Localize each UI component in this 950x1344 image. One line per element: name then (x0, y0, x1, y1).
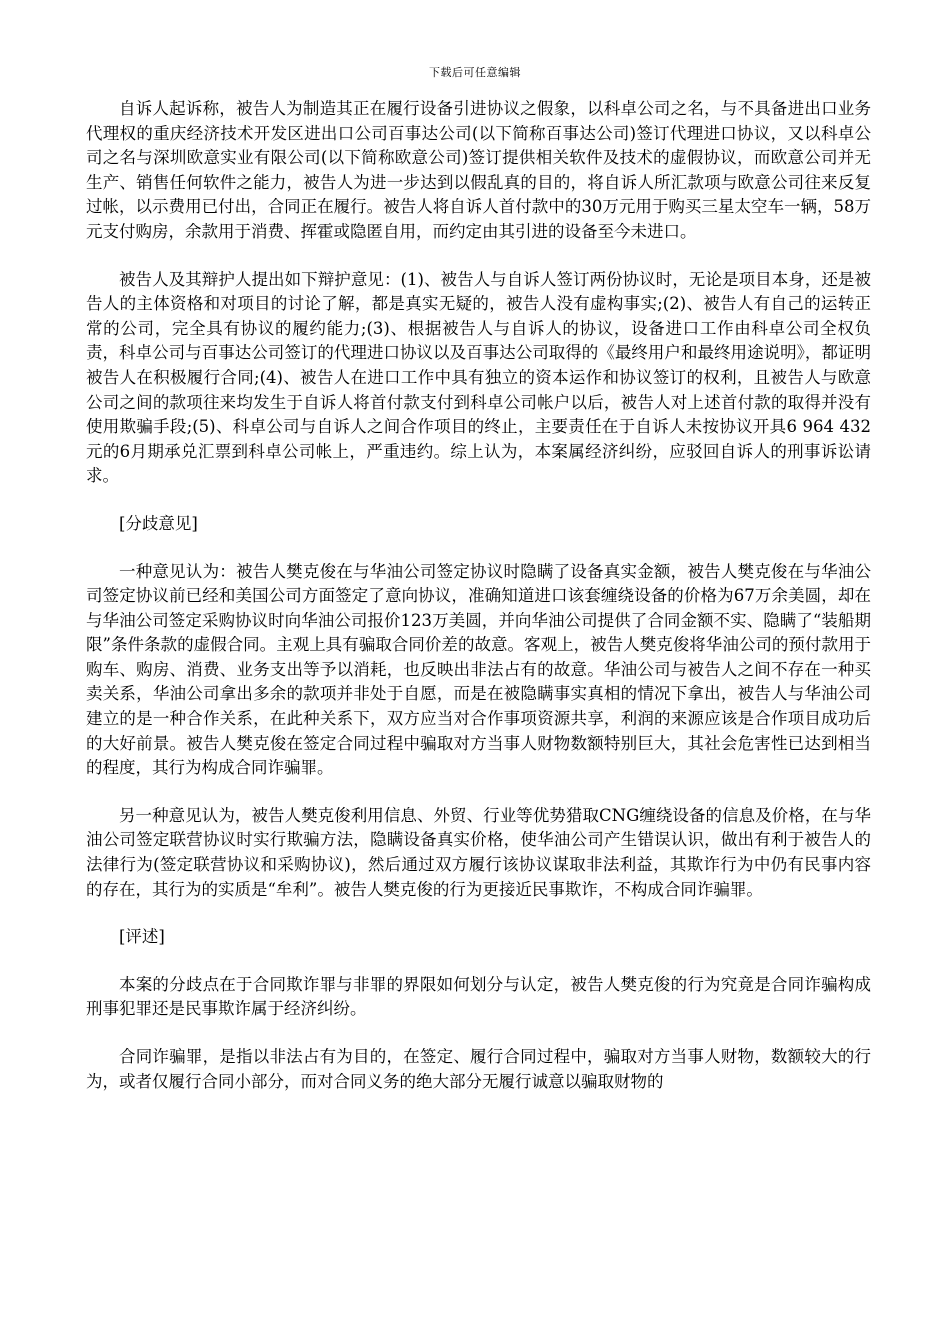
paragraph-dispute-point: 本案的分歧点在于合同欺诈罪与非罪的界限如何划分与认定，被告人樊克俊的行为究竟是合同诈骗构成刑事犯罪还是民事欺诈属于经济纠纷。 (86, 974, 871, 1019)
paragraph-first-opinion: 一种意见认为：被告人樊克俊在与华油公司签定协议时隐瞒了设备真实金额，被告人樊克俊在与华油公司签定协议前已经和美国公司方面签定了意向协议，准确知道进口该套缠绕设备的价格为67万余美圆，却在与华油公司签定采购协议时向华油公司报价123万美圆，并向华油公司提供了合同金额不实、隐瞒了“装船期限”条件条款的虚假合同。主观上具有骗取合同价差的故意。客观上，被告人樊克俊将华油公司的预付款用于购车、购房、消费、业务支出等予以消耗，也反映出非法占有的故意。华油公司与被告人之间不存在一种买卖关系，华油公司拿出多余的款项并非处于自愿，而是在被隐瞒事实真相的情况下拿出，被告人与华油公司建立的是一种合作关系，在此种关系下，双方应当对合作事项资源共享，利润的来源应该是合作项目成功后的大好前景。被告人樊克俊在签定合同过程中骗取对方当事人财物数额特别巨大，其社会危害性已达到相当的程度，其行为构成合同诈骗罪。 (86, 561, 871, 778)
paragraph-defense-opinion: 被告人及其辩护人提出如下辩护意见：(1)、被告人与自诉人签订两份协议时，无论是项目本身，还是被告人的主体资格和对项目的讨论了解，都是真实无疑的，被告人没有虚构事实;(2)、被告人有自己的运转正常的公司，完全具有协议的履约能力;(3)、根据被告人与自诉人的协议，设备进口工作由科卓公司全权负责，科卓公司与百事达公司签订的代理进口协议以及百事达公司取得的《最终用户和最终用途说明》，都证明被告人在积极履行合同;(4)、被告人在进口工作中具有独立的资本运作和协议签订的权利，且被告人与欧意公司之间的款项往来均发生于自诉人将首付款支付到科卓公司帐户以后，被告人对上述首付款的取得并没有使用欺骗手段;(5)、科卓公司与自诉人之间合作项目的终止，主要责任在于自诉人未按协议开具6 964 432元的6月期承兑汇票到科卓公司帐上，严重违约。综上认为，本案属经济纠纷，应驳回自诉人的刑事诉讼请求。 (86, 269, 871, 486)
document-body (86, 97, 871, 1117)
section-heading-commentary: [评述] (119, 927, 165, 947)
paragraph-plaintiff-claim: 自诉人起诉称，被告人为制造其正在履行设备引进协议之假象，以科卓公司之名，与不具备进出口业务代理权的重庆经济技术开发区进出口公司百事达公司(以下简称百事达公司)签订代理进口协议，又以科卓公司之名与深圳欧意实业有限公司(以下简称欧意公司)签订提供相关软件及技术的虚假协议，而欧意公司并无生产、销售任何软件之能力，被告人为进一步达到以假乱真的目的，将自诉人所汇款项与欧意公司往来反复过帐，以示费用已付出，合同正在履行。被告人将自诉人首付款中的30万元用于购买三星太空车一辆，58万元支付购房，余款用于消费、挥霍或隐匿自用，而约定由其引进的设备至今未进口。 (86, 99, 871, 241)
paragraph-contract-fraud-definition: 合同诈骗罪，是指以非法占有为目的，在签定、履行合同过程中，骗取对方当事人财物，数额较大的行为，或者仅履行合同小部分，而对合同义务的绝大部分无履行诚意以骗取财物的 (86, 1047, 871, 1091)
section-heading-disagreement: [分歧意见] (119, 513, 198, 533)
page-header: 下载后可任意编辑 (429, 66, 521, 79)
paragraph-second-opinion: 另一种意见认为，被告人樊克俊利用信息、外贸、行业等优势猎取CNG缠绕设备的信息及价格，在与华油公司签定联营协议时实行欺骗方法，隐瞒设备真实价格，使华油公司产生错误认识，做出有利于被告人的法律行为(签定联营协议和采购协议)，然后通过双方履行该协议谋取非法利益，其欺诈行为中仍有民事内容的存在，其行为的实质是“牟利”。被告人樊克俊的行为更接近民事欺诈，不构成合同诈骗罪。 (86, 805, 871, 899)
